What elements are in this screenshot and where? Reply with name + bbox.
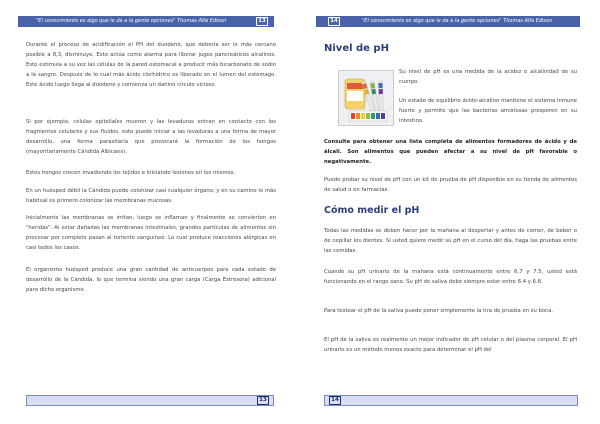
right-header-quote: "El conocimiento es algo que le da a la gente opciones" Thomas Alfa Edison [362,18,553,24]
section-title-ph-level: Nivel de pH [324,43,389,54]
left-header-bar [18,16,274,27]
left-paragraph-2: Si por ejemplo, células epiteliales mueren y las levaduras entran en contacto con los fragmentos celulares y sus fluidos, esto puede iniciar a las levaduras a una forma de mayor desarrollo, una forma parasitaria que provocará la formación de los hongos (mayoritariamente Cándida Albicans). [26,119,276,155]
right-page [300,0,600,424]
measure-paragraph-1: Todas las medidas se deben hacer por la mañana al despertar y antes de comer, de beber o de cepillar los dientes. Si usted quiere medir su pH en el curso del día, haga las pruebas entre las comidas. [324,228,577,254]
left-paragraph-4: En un huésped débil la Cándida puede colonizar casi cualquier órgano, y en su camino lo más habitual es primero colonizar las membranas mucosas. [26,188,276,204]
right-header-page-number: 14 [328,17,340,26]
right-footer-bar [324,395,578,406]
left-footer-bar [26,395,274,406]
measure-paragraph-2: Cuando su pH urinario de la mañana está continuamente entre 6.7 y 7.5, usted está funcionando en el rango sano. Su pH de saliva debe siempre estar entre 6.4 y 6.8. [324,269,577,285]
section-title-measure-ph: Cómo medir el pH [324,205,420,216]
ph-intro-1: Su nivel de pH es una medida de la acidez o alcalinidad de su cuerpo. [399,69,577,85]
ph-test-strips-image [338,70,394,126]
left-paragraph-1: Durante el proceso de acidificación el PH del duodeno, que debería ser lo más cercano posible a 8,3, disminuye. Esto actúa como alarma para liberar jugos pancreáticos alcalinos. Esto estimula a su vez las células de la pared estomacal a producir más bicarbonato de sodio a la sangre. Después de lo cual más ácido clorhídrico es liberado en el lumen del estómago. Este ácido luego llega al duodeno y comienza un dañino círculo vicioso. [26,42,276,88]
bold-note: Consulte para obtener una lista completa de alimentos formadores de ácido y de álcali. Son alimentos que pueden afectar a su nivel de pH favorable o negativamente. [324,139,577,165]
left-header-quote: "El conocimiento es algo que le da a la gente opciones" Thomas Alfa Edison [36,18,227,24]
left-paragraph-3: Estos hongos crecen invadiendo los tejidos e iniciando lesiones en los mismos. [26,170,236,176]
right-footer-page-number: 14 [329,396,341,405]
left-footer-page-number: 13 [257,396,269,405]
measure-paragraph-4: El pH de la saliva es realmente un mejor indicador de pH celular o del plasma corporal. El pH urinario es un método menos exacto para determinar el pH del [324,337,577,353]
right-header-bar [316,16,580,27]
ph-intro-2: Un estado de equilibrio ácido-alcalino mantiene el sistema inmune fuerte y permite que las bacterias amistosas prosperen en su intestino. [399,98,577,124]
left-header-page-number: 13 [256,17,268,26]
measure-paragraph-3: Para testear el pH de la saliva puede poner simplemente la tira de prueba en su boca. [324,308,554,314]
left-paragraph-6: El organismo huésped produce una gran cantidad de anticuerpos para cada estado de desarrollo de la Cándida, lo que termina siendo una gran carga (Carga Estresora) adicional para dicho organismo. [26,267,276,293]
left-paragraph-5: Inicialmente las membranas se irritan, luego se inflaman y finalmente se convierten en "heridas". Al estar dañadas las membranas intestinales, grandes partículas de alimentos sin procesar por completo pasan al torrente sanguíneo. Lo cual produce reacciones alérgicas en casi todos los casos. [26,215,276,251]
ph-kit-paragraph: Puede probar su nivel de pH con un kit de prueba de pH disponible en su tienda de alimentos de salud o en farmacias. [324,177,577,193]
